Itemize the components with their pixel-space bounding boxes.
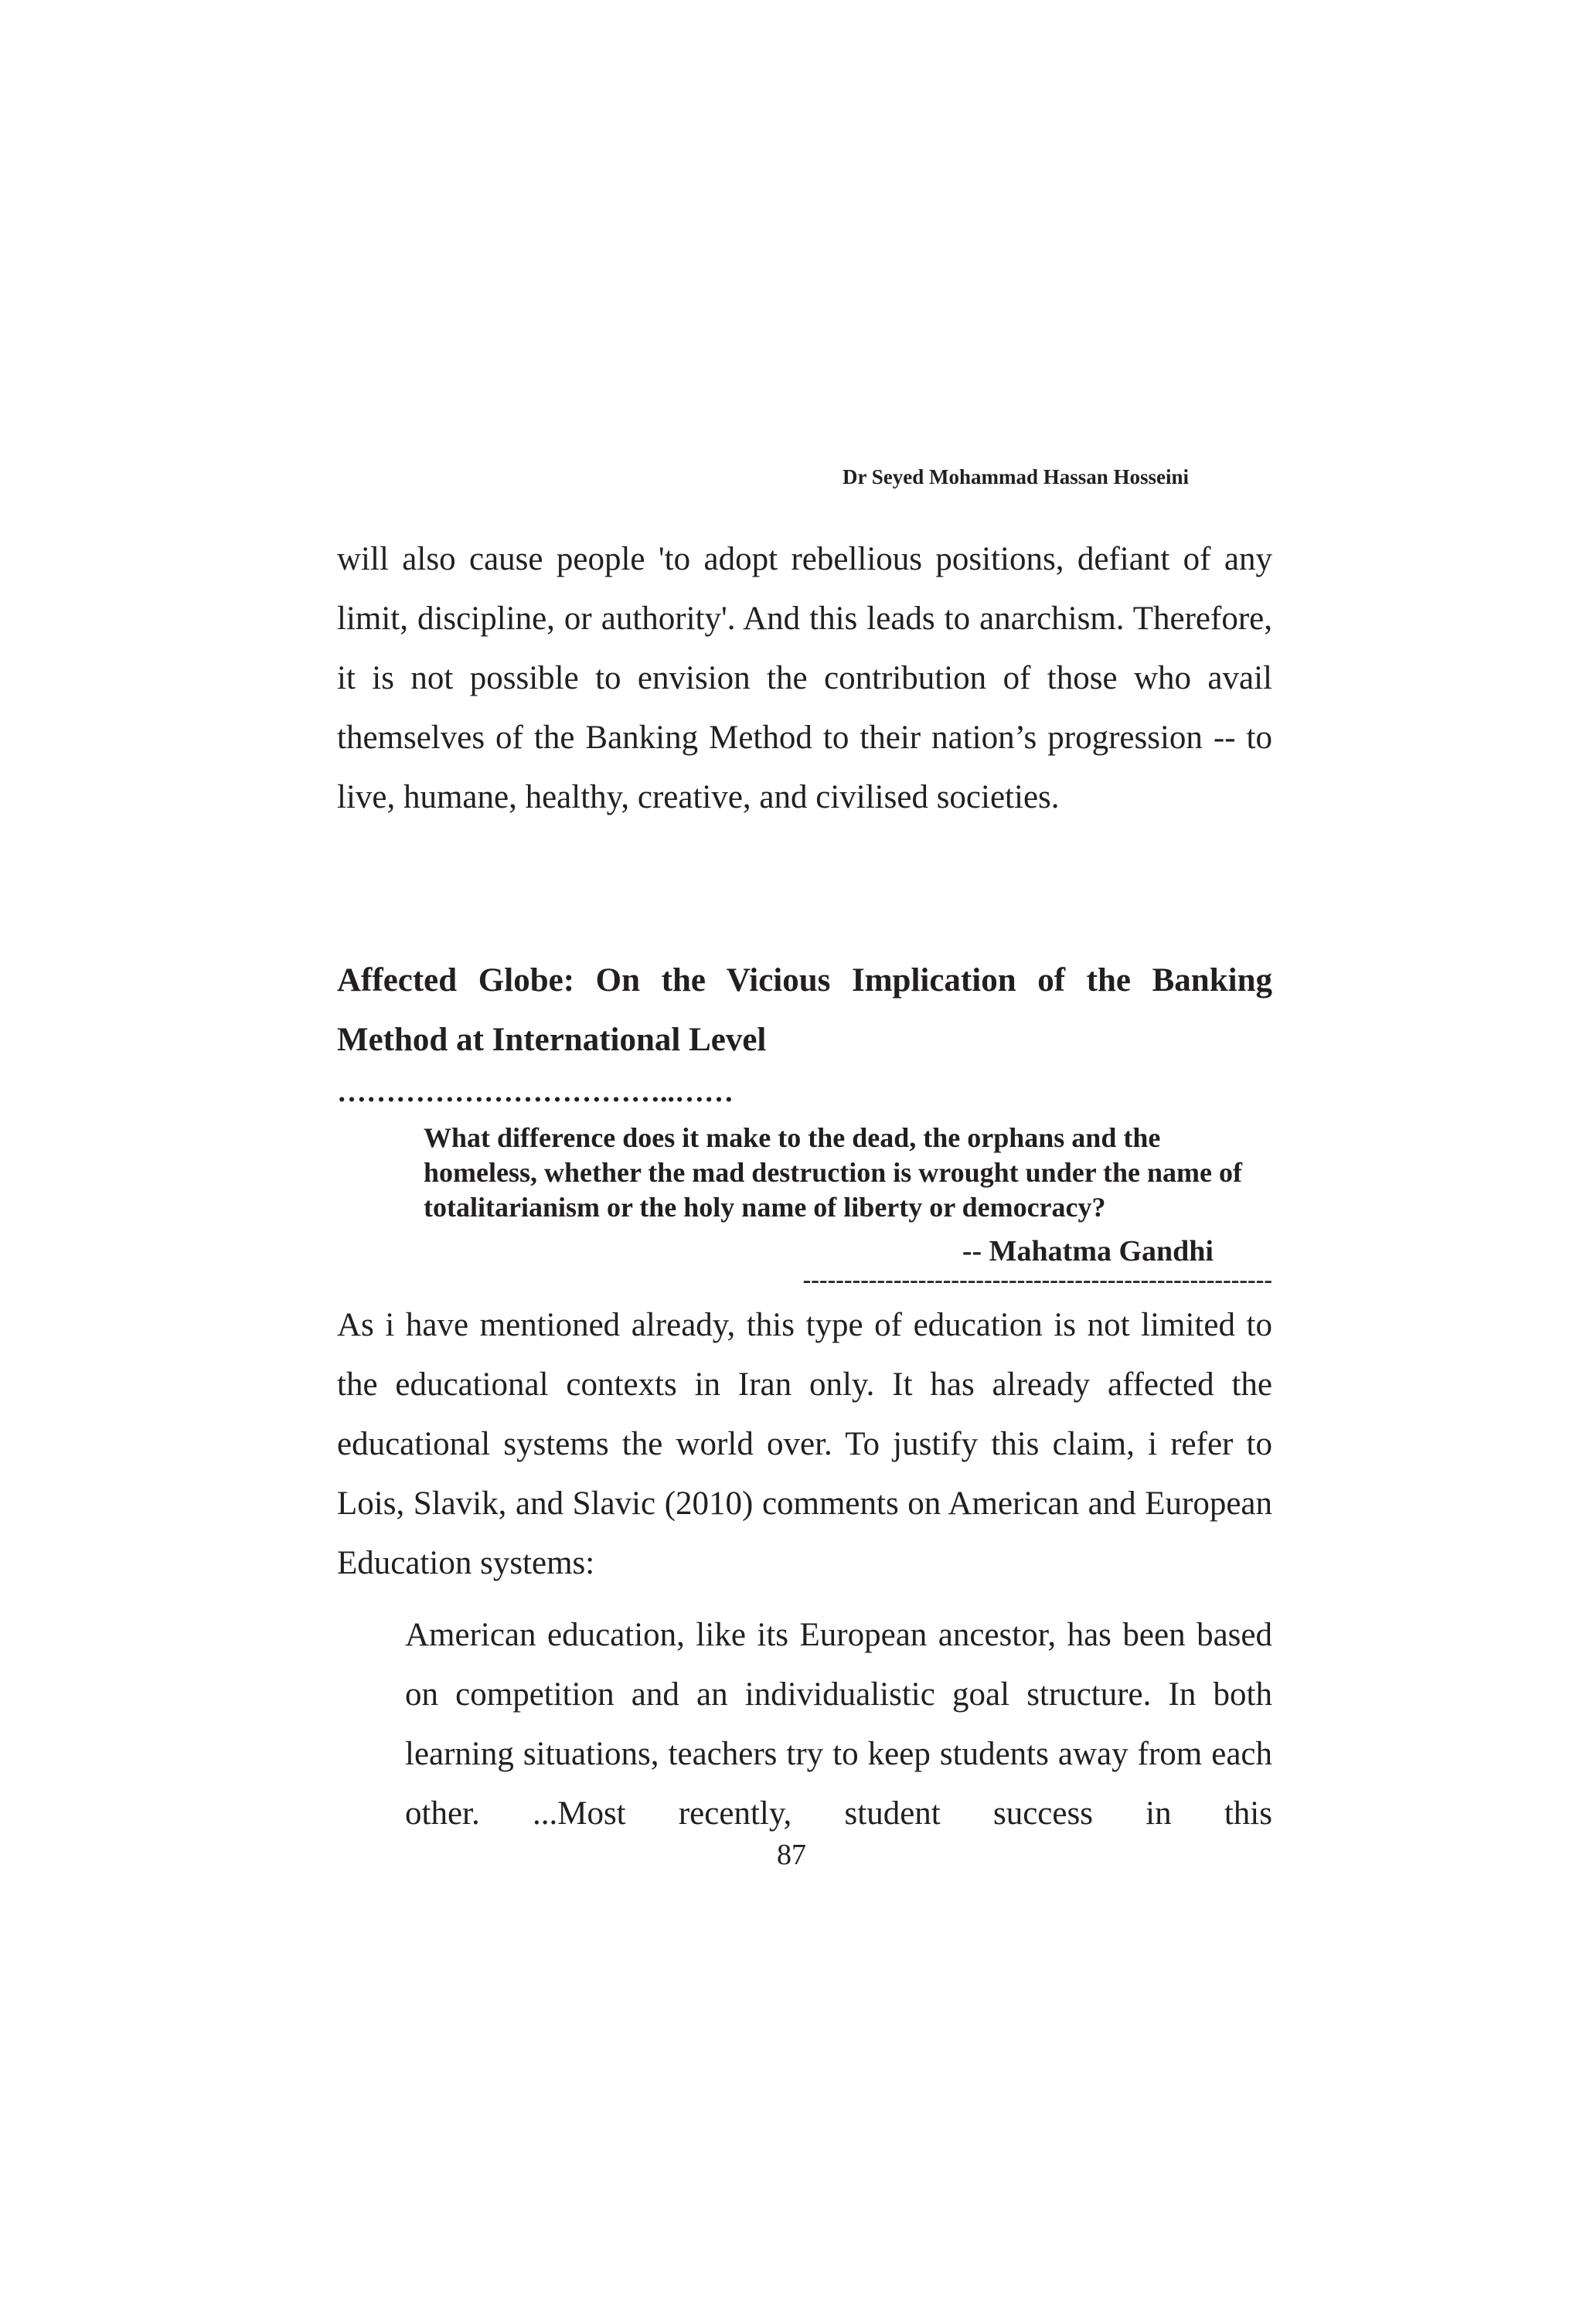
running-header-author: Dr Seyed Mohammad Hassan Hosseini [843, 465, 1190, 488]
section-heading: Affected Globe: On the Vicious Implication of the Banking Method at International Level [337, 962, 1272, 1058]
epigraph-quote: What difference does it make to the dead, the orphans and the homeless, whether the mad destruction is wrought under the name of totalitarianism or the holy name of liberty or democracy? [424, 1122, 1242, 1223]
block-quotation: American education, like its European ancestor, has been based on competition and an individualistic goal structure. In both learning situations, teachers try to keep students away from each other. ...Most recently, student success in this [405, 1617, 1272, 1832]
page-number: 87 [777, 1839, 806, 1871]
body-paragraph-1: will also cause people 'to adopt rebellious positions, defiant of any limit, discipline, or authority'. And this leads to anarchism. Therefore, it is not possible to envision the contribution of those who avail themselves of the Banking Method to their nation’s progression -- to live, humane, healthy, creative, and civilised societies. [337, 541, 1272, 815]
epigraph-attribution: -- Mahatma Gandhi [962, 1235, 1214, 1267]
dotted-separator: ……………………………..…… [337, 1076, 734, 1108]
dashed-rule: --------------------------------------------------------- [802, 1267, 1272, 1291]
body-paragraph-2: As i have mentioned already, this type of education is not limited to the educational contexts in Iran only. It has already affected the educational systems the world over. To justify this claim, i refer to Lois, Slavik, and Slavic (2010) comments on American and European Education systems: [337, 1307, 1272, 1581]
